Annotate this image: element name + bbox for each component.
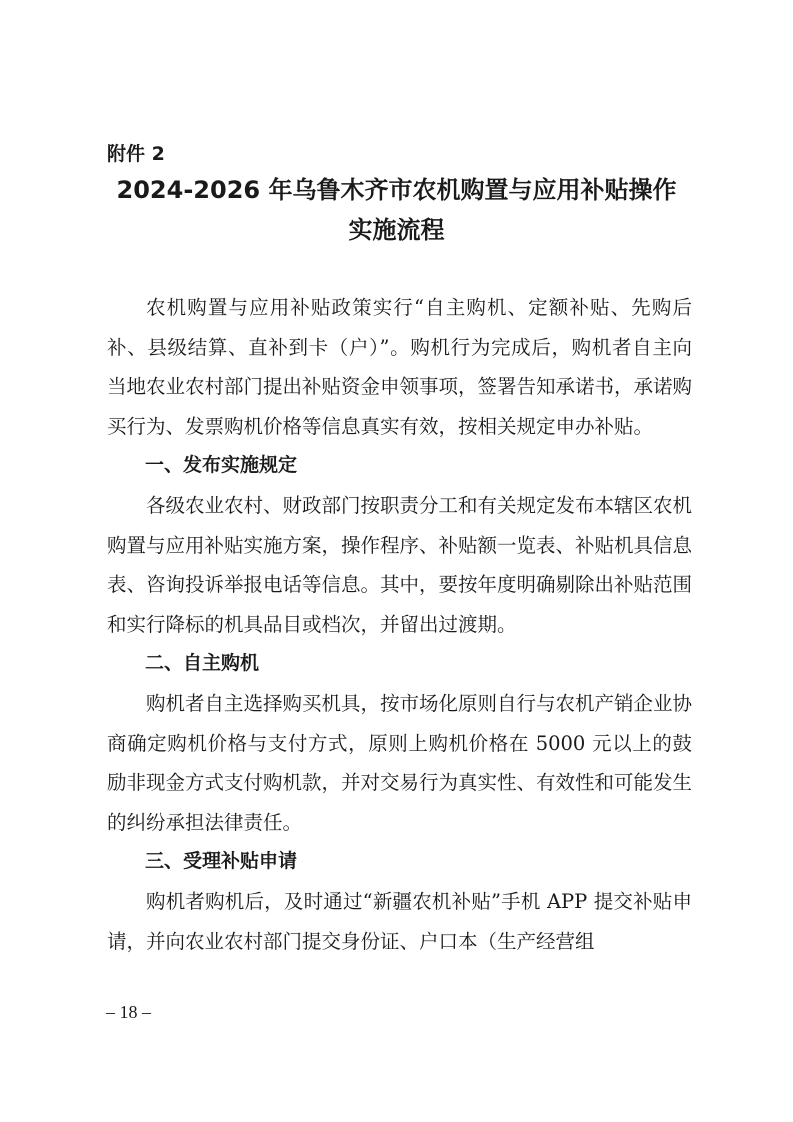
section-paragraph-3: 购机者购机后，及时通过“新疆农机补贴”手机 APP 提交补贴申请，并向农业农村部门提交身份证、户口本（生产经营组: [107, 889, 692, 953]
document-title-line-1: 2024-2026 年乌鲁木齐市农机购置与应用补贴操作: [116, 176, 677, 204]
intro-paragraph: 农机购置与应用补贴政策实行“自主购机、定额补贴、先购后补、县级结算、直补到卡（户）”。购机行为完成后，购机者自主向当地农业农村部门提出补贴资金申领事项，签署告知承诺书，承诺购买行为、发票购机价格等信息真实有效，按相关规定申办补贴。: [107, 296, 693, 438]
section-heading-3: 三、受理补贴申请: [145, 850, 298, 873]
attachment-label: 附件 2: [107, 143, 165, 165]
document-body: [107, 288, 692, 961]
section-heading-2: 二、自主购机: [145, 652, 260, 675]
section-paragraph-1: 各级农业农村、财政部门按职责分工和有关规定发布本辖区农机购置与应用补贴实施方案，操作程序、补贴额一览表、补贴机具信息表、咨询投诉举报电话等信息。其中，要按年度明确剔除出补贴范围和实行降标的机具品目或档次，并留出过渡期。: [107, 493, 693, 636]
section-heading-1: 一、发布实施规定: [145, 454, 298, 477]
page-number: – 18 –: [106, 1002, 151, 1022]
section-paragraph-2: 购机者自主选择购买机具，按市场化原则自行与农机产销企业协商确定购机价格与支付方式，原则上购机价格在 5000 元以上的鼓励非现金方式支付购机款，并对交易行为真实性、有效性和可能发生的纠纷承担法律责任。: [107, 691, 693, 834]
document-title-line-2: 实施流程: [348, 216, 445, 244]
